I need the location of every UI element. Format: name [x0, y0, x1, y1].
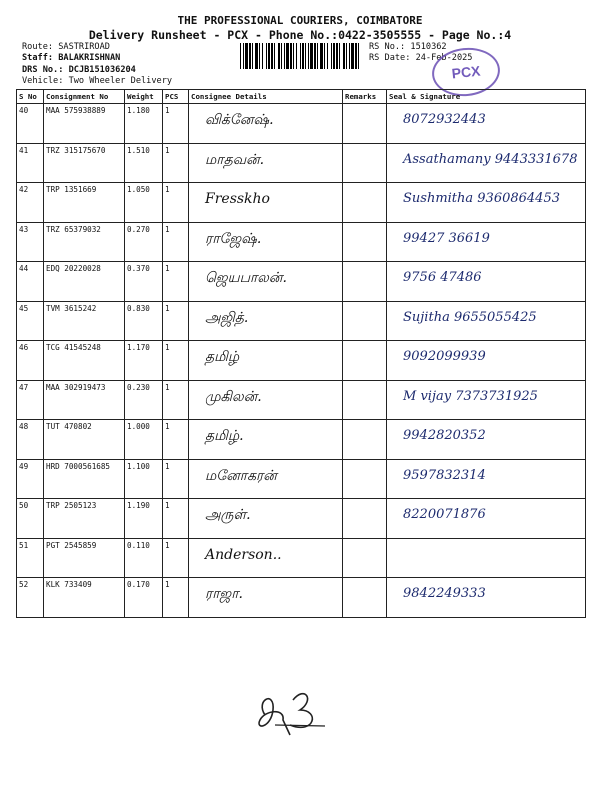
- consignment-number-cell: [44, 538, 125, 578]
- serial-number-text: 51: [19, 540, 29, 550]
- consignment-number-cell: [44, 420, 125, 460]
- consignee-details-text: மனோகரன்: [205, 467, 277, 484]
- pcs-cell: [163, 104, 189, 144]
- serial-number-cell: [17, 341, 44, 381]
- weight-text: 1.170: [127, 343, 150, 352]
- weight-cell: [125, 459, 163, 499]
- weight-cell: [125, 341, 163, 381]
- consignee-details-cell: [189, 143, 343, 183]
- pcs-cell: [163, 143, 189, 183]
- consignee-details-text: Anderson..: [205, 546, 282, 563]
- pcs-text: 1: [165, 224, 170, 234]
- consignment-number-text: MAA 575938889: [46, 106, 106, 115]
- consignee-details-cell: [189, 341, 343, 381]
- consignment-number-text: EDQ 20220028: [46, 264, 101, 273]
- weight-cell: [125, 104, 163, 144]
- table-row: [17, 578, 586, 618]
- remarks-cell: [343, 380, 387, 420]
- consignment-number-text: TRZ 65379032: [46, 224, 101, 234]
- consignee-details-cell: [189, 420, 343, 460]
- table-row: [17, 183, 586, 223]
- table-row: [17, 104, 586, 144]
- pcs-cell: [163, 262, 189, 302]
- weight-cell: [125, 301, 163, 341]
- pcs-text: 1: [165, 461, 170, 471]
- serial-number-text: 46: [19, 343, 29, 352]
- staff-signature: [245, 680, 335, 740]
- column-header: PCS: [163, 90, 189, 104]
- table-row: [17, 143, 586, 183]
- consignment-number-cell: [44, 262, 125, 302]
- consignment-number-text: TRZ 315175670: [46, 145, 106, 155]
- route-label: Route: SASTRIROAD: [22, 42, 110, 52]
- remarks-cell: [343, 420, 387, 460]
- consignee-details-text: அருள்.: [205, 507, 251, 523]
- consignee-details-text: மாதவன்.: [205, 151, 265, 168]
- weight-cell: [125, 420, 163, 460]
- consignment-number-text: PGT 2545859: [46, 540, 97, 550]
- signature-cell: [387, 262, 586, 302]
- serial-number-cell: [17, 222, 44, 262]
- weight-text: 0.830: [127, 303, 150, 313]
- document-subtitle: Delivery Runsheet - PCX - Phone No.:0422-3505555 - Page No.:4: [88, 28, 512, 42]
- signature-text: 99427 36619: [403, 230, 490, 246]
- serial-number-text: 40: [19, 106, 29, 115]
- pcs-text: 1: [165, 382, 170, 392]
- remarks-cell: [343, 538, 387, 578]
- drs-line: [22, 65, 136, 75]
- serial-number-cell: [17, 459, 44, 499]
- consignment-number-text: TCG 41545248: [46, 343, 101, 352]
- table-row: [17, 301, 586, 341]
- pcs-text: 1: [165, 580, 170, 589]
- weight-text: 1.050: [127, 185, 150, 194]
- weight-text: 1.100: [127, 461, 150, 471]
- pcs-text: 1: [165, 264, 170, 273]
- consignment-number-text: MAA 302919473: [46, 382, 106, 392]
- weight-text: 1.510: [127, 145, 150, 155]
- remarks-cell: [343, 104, 387, 144]
- signature-text: 9942820352: [403, 428, 486, 443]
- signature-cell: [387, 499, 586, 539]
- consignment-number-text: TUT 470802: [46, 422, 92, 431]
- serial-number-cell: [17, 538, 44, 578]
- signature-text: Sujitha 9655055425: [403, 309, 537, 325]
- signature-text: 9092099939: [403, 349, 486, 364]
- weight-text: 0.230: [127, 382, 150, 392]
- consignee-details-text: ராஜா.: [205, 586, 243, 602]
- table-header-row: [17, 90, 586, 104]
- pcs-cell: [163, 538, 189, 578]
- signature-cell: [387, 183, 586, 223]
- table-row: [17, 262, 586, 302]
- rs-number: RS No.: 1510362: [369, 42, 447, 52]
- consignee-details-cell: [189, 104, 343, 144]
- column-header: Seal & Signature: [387, 90, 586, 104]
- weight-cell: [125, 578, 163, 618]
- serial-number-cell: [17, 301, 44, 341]
- consignee-details-text: Fresskho: [205, 191, 270, 207]
- serial-number-cell: [17, 499, 44, 539]
- consignee-details-cell: [189, 380, 343, 420]
- staff-label: Staff:: [22, 53, 54, 63]
- signature-text: 9756 47486: [403, 270, 482, 285]
- serial-number-text: 47: [19, 382, 29, 392]
- consignee-details-cell: [189, 578, 343, 618]
- signature-text: M vijay 7373731925: [403, 388, 538, 404]
- weight-cell: [125, 380, 163, 420]
- consignment-number-cell: [44, 104, 125, 144]
- signature-cell: [387, 104, 586, 144]
- weight-text: 0.170: [127, 580, 150, 589]
- vehicle-label: Vehicle: Two Wheeler Delivery: [22, 76, 173, 86]
- pcs-text: 1: [165, 185, 170, 194]
- consignment-number-text: TVM 3615242: [46, 303, 97, 313]
- consignment-number-cell: [44, 499, 125, 539]
- remarks-cell: [343, 301, 387, 341]
- remarks-cell: [343, 183, 387, 223]
- remarks-cell: [343, 341, 387, 381]
- column-header: S No: [17, 90, 44, 104]
- signature-cell: [387, 578, 586, 618]
- consignee-details-text: விக்னேஷ்.: [205, 112, 274, 128]
- weight-text: 0.110: [127, 540, 150, 550]
- weight-text: 0.270: [127, 224, 150, 234]
- consignee-details-text: தமிழ்.: [205, 428, 244, 444]
- signature-cell: [387, 459, 586, 499]
- consignee-details-cell: [189, 301, 343, 341]
- runsheet-table: [16, 89, 586, 618]
- pcs-cell: [163, 222, 189, 262]
- consignee-details-cell: [189, 262, 343, 302]
- serial-number-cell: [17, 578, 44, 618]
- staff-line: [22, 53, 120, 63]
- barcode-image: [240, 43, 360, 69]
- weight-cell: [125, 222, 163, 262]
- table-row: [17, 420, 586, 460]
- signature-text: 8220071876: [403, 507, 486, 522]
- consignee-details-text: ராஜேஷ்.: [205, 230, 262, 247]
- column-header: Consignee Details: [189, 90, 343, 104]
- pcs-text: 1: [165, 343, 170, 352]
- drs-value: DCJB151036204: [68, 65, 136, 75]
- column-header: Consignment No: [44, 90, 125, 104]
- pcs-cell: [163, 459, 189, 499]
- rs-date: RS Date: 24-Feb-2025: [369, 53, 473, 63]
- signature-cell: [387, 222, 586, 262]
- remarks-cell: [343, 222, 387, 262]
- consignment-number-text: TRP 1351669: [46, 185, 97, 194]
- consignee-details-cell: [189, 459, 343, 499]
- serial-number-text: 45: [19, 303, 29, 313]
- consignment-number-cell: [44, 578, 125, 618]
- consignee-details-text: ஜெயபாலன்.: [205, 270, 287, 286]
- serial-number-cell: [17, 380, 44, 420]
- signature-cell: [387, 380, 586, 420]
- serial-number-text: 48: [19, 422, 29, 431]
- weight-cell: [125, 183, 163, 223]
- remarks-cell: [343, 459, 387, 499]
- serial-number-text: 49: [19, 461, 29, 471]
- pcs-text: 1: [165, 145, 170, 155]
- pcs-cell: [163, 420, 189, 460]
- column-header: Remarks: [343, 90, 387, 104]
- consignment-number-text: KLK 733409: [46, 580, 92, 589]
- remarks-cell: [343, 262, 387, 302]
- weight-text: 1.000: [127, 422, 150, 431]
- remarks-cell: [343, 143, 387, 183]
- drs-label: DRS No.:: [22, 65, 64, 75]
- consignment-number-cell: [44, 380, 125, 420]
- table-row: [17, 499, 586, 539]
- consignment-number-text: HRD 7000561685: [46, 461, 111, 471]
- staff-value: BALAKRISHNAN: [58, 53, 121, 63]
- weight-text: 1.180: [127, 106, 150, 115]
- consignee-details-text: முகிலன்.: [205, 388, 262, 405]
- pcs-text: 1: [165, 540, 170, 550]
- pcs-cell: [163, 341, 189, 381]
- serial-number-cell: [17, 420, 44, 460]
- consignment-number-cell: [44, 183, 125, 223]
- consignee-details-cell: [189, 538, 343, 578]
- serial-number-cell: [17, 143, 44, 183]
- table-row: [17, 538, 586, 578]
- column-header: Weight: [125, 90, 163, 104]
- signature-text: Sushmitha 9360864453: [403, 191, 560, 206]
- serial-number-text: 43: [19, 224, 29, 234]
- pcs-text: 1: [165, 106, 170, 115]
- signature-text: 8072932443: [403, 112, 486, 127]
- remarks-cell: [343, 499, 387, 539]
- consignee-details-text: தமிழ்: [205, 349, 240, 365]
- serial-number-cell: [17, 262, 44, 302]
- weight-cell: [125, 143, 163, 183]
- pcs-cell: [163, 183, 189, 223]
- remarks-cell: [343, 578, 387, 618]
- table-row: [17, 222, 586, 262]
- serial-number-text: 41: [19, 145, 29, 155]
- consignment-number-cell: [44, 143, 125, 183]
- weight-text: 0.370: [127, 264, 150, 273]
- serial-number-text: 50: [19, 501, 29, 510]
- consignment-number-cell: [44, 301, 125, 341]
- weight-cell: [125, 262, 163, 302]
- serial-number-text: 52: [19, 580, 29, 589]
- pcx-stamp: PCX: [430, 45, 503, 100]
- pcs-text: 1: [165, 422, 170, 431]
- weight-cell: [125, 499, 163, 539]
- pcs-cell: [163, 380, 189, 420]
- pcs-cell: [163, 301, 189, 341]
- consignee-details-cell: [189, 499, 343, 539]
- consignment-number-text: TRP 2505123: [46, 501, 97, 510]
- table-row: [17, 459, 586, 499]
- pcs-text: 1: [165, 501, 170, 510]
- pcs-cell: [163, 578, 189, 618]
- weight-cell: [125, 538, 163, 578]
- serial-number-cell: [17, 104, 44, 144]
- pcs-cell: [163, 499, 189, 539]
- serial-number-cell: [17, 183, 44, 223]
- weight-text: 1.190: [127, 501, 150, 510]
- consignment-number-cell: [44, 222, 125, 262]
- signature-cell: [387, 538, 586, 578]
- consignment-number-cell: [44, 459, 125, 499]
- serial-number-text: 42: [19, 185, 29, 194]
- pcs-text: 1: [165, 303, 170, 313]
- serial-number-text: 44: [19, 264, 29, 273]
- signature-cell: [387, 420, 586, 460]
- consignment-number-cell: [44, 341, 125, 381]
- table-row: [17, 380, 586, 420]
- signature-text: 9597832314: [403, 467, 486, 483]
- signature-text: 9842249333: [403, 586, 486, 601]
- table-row: [17, 341, 586, 381]
- consignee-details-cell: [189, 183, 343, 223]
- consignee-details-cell: [189, 222, 343, 262]
- signature-cell: [387, 301, 586, 341]
- document-title: THE PROFESSIONAL COURIERS, COIMBATORE: [177, 14, 423, 27]
- consignee-details-text: அஜித்.: [205, 309, 249, 326]
- signature-text: Assathamany 9443331678: [403, 151, 578, 167]
- signature-cell: [387, 143, 586, 183]
- signature-cell: [387, 341, 586, 381]
